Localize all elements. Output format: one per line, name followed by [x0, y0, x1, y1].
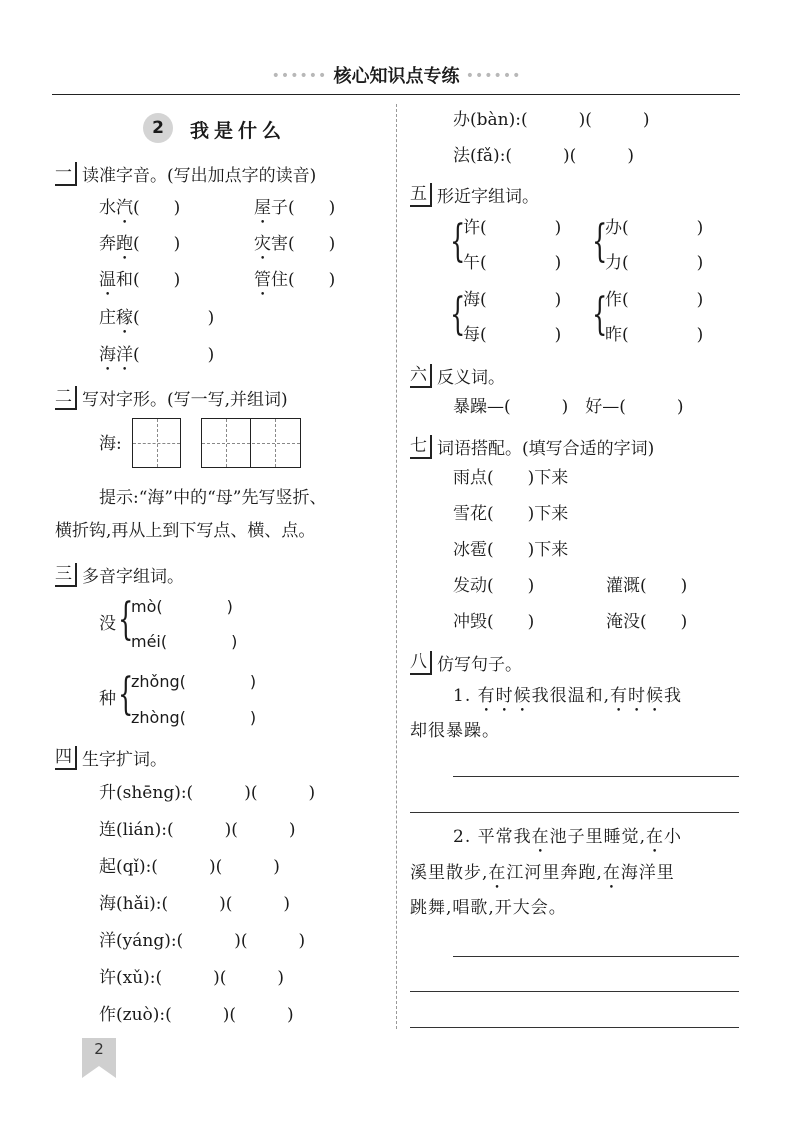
s5-pair-b: 力( ): [605, 253, 704, 273]
s8-q1-line-2: 却很暴躁。: [410, 721, 500, 741]
s7-item: 雪花( )下来: [453, 504, 569, 524]
s7-item: 发动( ): [453, 576, 535, 596]
s1-item-6: 管住( ): [254, 270, 336, 290]
section-title: 生字扩词。: [82, 750, 167, 770]
section-number: 五: [410, 183, 432, 207]
s5-pair-a: 许( ): [463, 218, 562, 238]
s1-item-4: 灾害( ): [254, 234, 336, 254]
s5-pair-a: 作( ): [605, 290, 704, 310]
s2-tip-line-2: 横折钩,再从上到下写点、横、点。: [55, 521, 316, 541]
section-4-heading: [55, 745, 167, 770]
brace-icon: {: [450, 216, 466, 267]
s1-item-7: 庄稼( ): [99, 308, 215, 328]
s4-item: 连(lián):( )( ): [99, 820, 296, 840]
s3-reading-2a: zhǒng( ): [131, 672, 257, 691]
brace-icon: {: [118, 594, 134, 645]
answer-line[interactable]: [410, 991, 739, 992]
lesson-title: 我是什么: [190, 120, 287, 142]
section-7-heading: [410, 434, 654, 459]
s1-item-3: 奔跑( ): [99, 234, 181, 254]
s7-item: 淹没( ): [606, 612, 688, 632]
section-2-heading: [55, 385, 288, 410]
s4-item: 洋(yáng):( )( ): [99, 931, 306, 951]
page-number-tab: [82, 1038, 116, 1078]
brace-icon: {: [592, 216, 608, 267]
s1-item-8: 海洋( ): [99, 345, 215, 365]
section-5-heading: [410, 182, 539, 207]
page-header: [0, 62, 793, 88]
s4-item: 升(shēng):( )( ): [99, 783, 316, 803]
s3-reading-1a: mò( ): [131, 597, 233, 616]
s2-tip-line-1: 提示:“海”中的“母”先写竖折、: [99, 488, 327, 508]
section-3-heading: [55, 562, 184, 587]
s6-antonym-line: 暴躁—( ) 好—( ): [453, 397, 684, 417]
section-8-heading: [410, 650, 522, 675]
section-title: 反义词。: [437, 368, 505, 388]
s4-item: 海(hǎi):( )( ): [99, 894, 291, 914]
s7-item: 冲毁( ): [453, 612, 535, 632]
s5-pair-b: 昨( ): [605, 325, 704, 345]
section-number: 三: [55, 563, 77, 587]
s1-item-2: 屋子( ): [254, 198, 336, 218]
s1-item-1: 水汽( ): [99, 198, 181, 218]
s1-item-5: 温和( ): [99, 270, 181, 290]
section-number: 七: [410, 435, 432, 459]
header-rule: [52, 94, 740, 95]
section-title: 仿写句子。: [437, 655, 522, 675]
section-number: 八: [410, 651, 432, 675]
section-title: 读准字音。(写出加点字的读音): [82, 166, 317, 186]
page-number: 2: [94, 1040, 104, 1058]
s3-reading-1b: méi( ): [131, 632, 238, 651]
answer-line[interactable]: [410, 1027, 739, 1028]
answer-line[interactable]: [453, 776, 739, 777]
s4-item: 许(xǔ):( )( ): [99, 968, 285, 988]
s3-char-1: 没: [99, 614, 116, 634]
s7-item: 冰雹( )下来: [453, 540, 569, 560]
answer-line[interactable]: [410, 812, 739, 813]
s8-q1-line-1: 1. 有时候我很温和,有时候我: [453, 686, 683, 706]
s4-item: 办(bàn):( )( ): [453, 110, 650, 130]
s8-q2-line-1: 2. 平常我在池子里睡觉,在小: [453, 827, 683, 847]
s7-item: 雨点( )下来: [453, 468, 569, 488]
s5-pair-a: 海( ): [463, 290, 562, 310]
brace-icon: {: [118, 669, 134, 720]
s3-reading-2b: zhòng( ): [131, 708, 257, 727]
s8-q2-line-2: 溪里散步,在江河里奔跑,在海洋里: [410, 863, 675, 883]
section-number: 六: [410, 364, 432, 388]
s5-pair-a: 办( ): [605, 218, 704, 238]
s8-q2-line-3: 跳舞,唱歌,开大会。: [410, 898, 567, 918]
brace-icon: {: [450, 289, 466, 340]
section-number: 四: [55, 746, 77, 770]
section-number: 一: [55, 162, 77, 186]
column-divider: [396, 104, 397, 1029]
s2-char-label: 海:: [99, 434, 122, 454]
writing-grid-2[interactable]: [201, 418, 301, 468]
answer-line[interactable]: [453, 956, 739, 957]
section-6-heading: [410, 363, 505, 388]
header-title: 核心知识点专练: [333, 66, 460, 87]
s4-item: 法(fǎ):( )( ): [453, 146, 634, 166]
section-1-heading: [55, 161, 316, 186]
s3-char-2: 种: [99, 689, 116, 709]
section-title: 多音字组词。: [82, 567, 184, 587]
brace-icon: {: [592, 289, 608, 340]
section-number: 二: [55, 386, 77, 410]
section-title: 形近字组词。: [437, 187, 539, 207]
s5-pair-b: 午( ): [463, 253, 562, 273]
section-title: 写对字形。(写一写,并组词): [82, 390, 288, 410]
s4-item: 起(qǐ):( )( ): [99, 857, 280, 877]
s7-item: 灌溉( ): [606, 576, 688, 596]
section-title: 词语搭配。(填写合适的字词): [437, 439, 655, 459]
s4-item: 作(zuò):( )( ): [99, 1005, 294, 1025]
header-dots-right: ••••••: [465, 68, 522, 84]
s5-pair-b: 每( ): [463, 325, 562, 345]
header-dots-left: ••••••: [271, 68, 328, 84]
writing-grid-1[interactable]: [132, 418, 181, 468]
lesson-number-badge: 2: [143, 113, 173, 143]
